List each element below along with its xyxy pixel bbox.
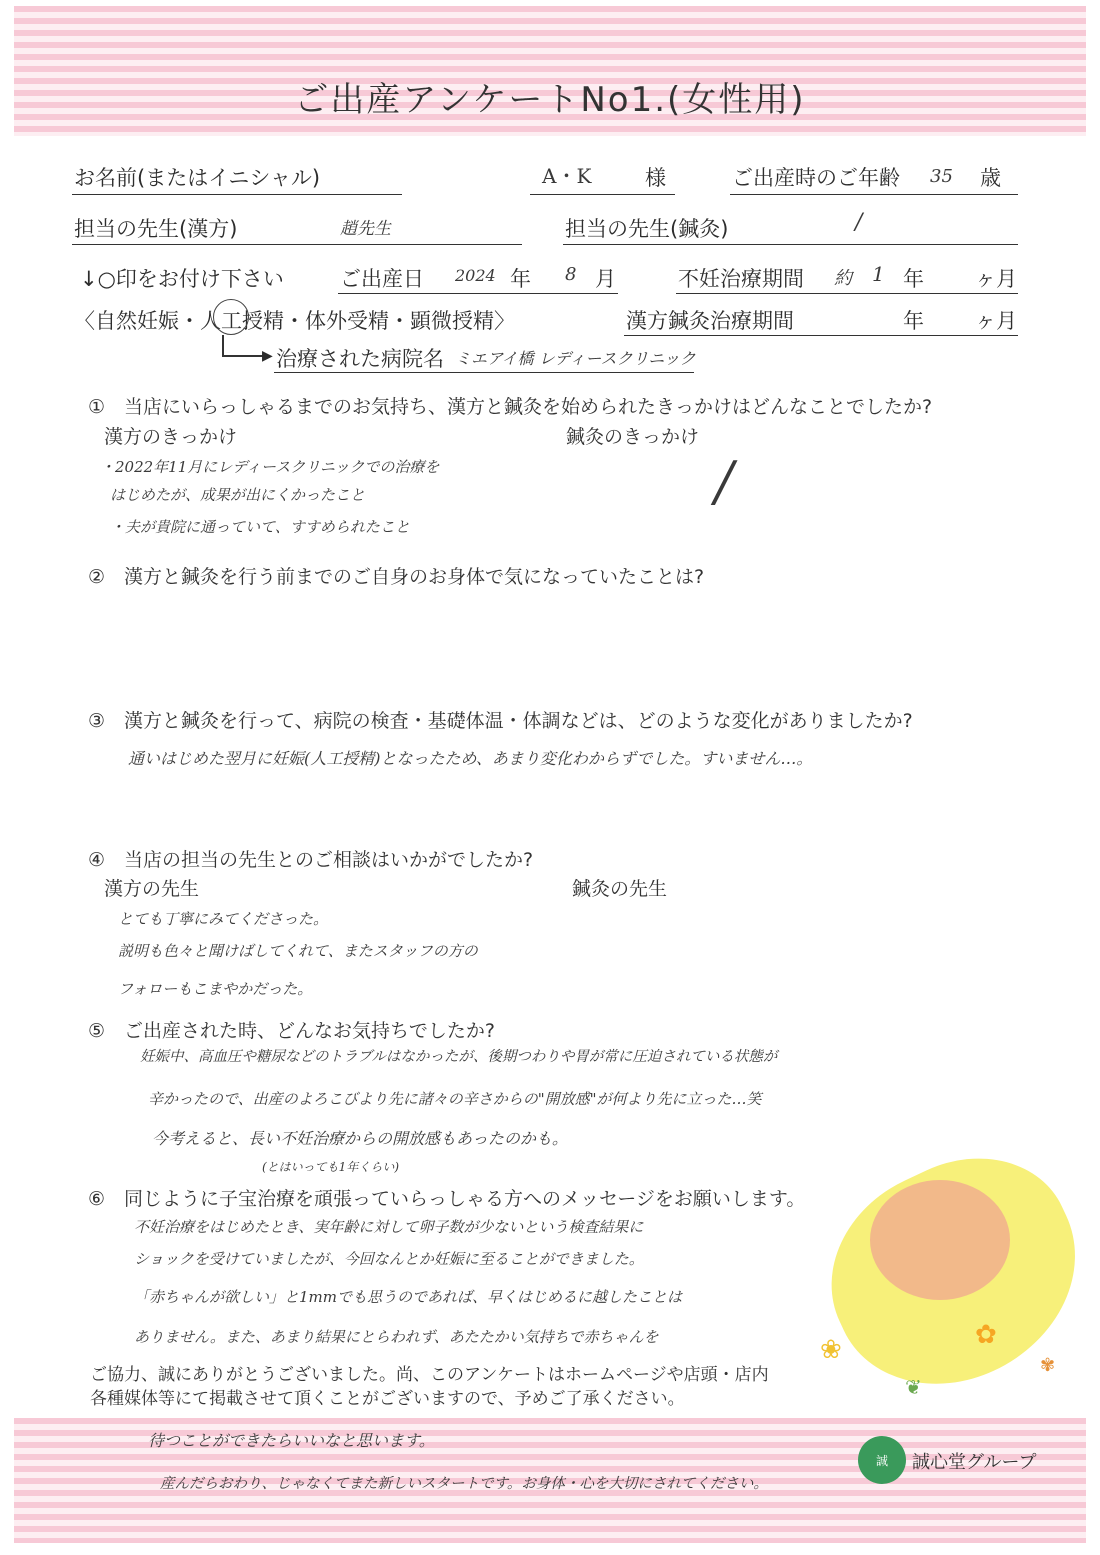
selected-option-circle [213,299,249,335]
birth-year-value: 2024 [455,266,496,285]
flower-icon: ✾ [1040,1355,1056,1376]
closing-line-1: ご協力、誠にありがとうございました。尚、このアンケートはホームページや店頭・店内 [90,1365,769,1385]
q5-answer-1: 妊娠中、高血圧や糖尿などのトラブルはなかったが、後期つわりや胃が常に圧迫されている状態が [140,1049,778,1065]
birth-date-label: ご出産日 [340,267,424,291]
q4-answer-1: とても丁寧にみてくださった。 [118,910,329,928]
acu-teacher-underline [563,244,1018,245]
q1-kampo-answer-2: ・夫が貴院に通っていて、すすめられたこと [110,518,410,536]
flower-icon: ❀ [820,1335,842,1365]
q1-kampo-answer-1a: ・2022年11月にレディースクリニックでの治療を [100,458,440,476]
question-2: ② 漢方と鍼灸を行う前までのご自身のお身体で気になっていたことは? [88,566,705,588]
sama-label: 様 [645,166,666,190]
kampo-teacher-underline [72,244,522,245]
birth-year-unit: 年 [510,267,531,291]
leaf-icon: ❦ [905,1375,922,1399]
birth-date-underline [338,293,618,294]
closing-line-2: 各種媒体等にて掲載させて頂くことがございますので、予めご了承ください。 [90,1389,685,1409]
infertility-label: 不妊治療期間 [678,267,804,291]
acu-teacher-value: / [855,210,863,235]
infertility-month-unit: ヶ月 [975,267,1017,291]
q1-acu-answer: / [715,450,734,513]
flower-icon: ✿ [975,1320,997,1350]
q5-answer-2: 辛かったので、出産のよろこびより先に諸々の辛さからの"開放感"が何より先に立った…笑 [148,1090,762,1108]
name-value-underline [530,194,675,195]
kampo-period-label: 漢方鍼灸治療期間 [626,309,794,333]
age-unit: 歳 [980,166,1001,190]
seishindo-logo-icon: 誠 [858,1436,906,1484]
pregnancy-type-options: 〈自然妊娠・人工授精・体外受精・顕微授精〉 [74,309,515,333]
age-underline [730,194,1018,195]
q6-answer-4: ありません。また、あまり結果にとらわれず、あたたかい気持ちで赤ちゃんを [134,1328,659,1346]
birth-month-unit: 月 [595,267,616,291]
infertility-years-value: 1 [872,262,885,286]
q5-answer-note: (とはいっても1年くらい) [262,1160,399,1174]
hospital-label: 治療された病院名 [276,347,444,371]
kampo-teacher-label: 担当の先生(漢方) [74,217,238,241]
acu-teacher-label: 担当の先生(鍼灸) [565,217,729,241]
circle-instruction: ↓○印をお付け下さい [80,267,284,291]
name-label: お名前(またはイニシャル) [74,166,321,190]
infertility-underline [676,293,1018,294]
q4-answer-2: 説明も色々と聞けばしてくれて、またスタッフの方の [118,942,478,960]
q1-kampo-label: 漢方のきっかけ [104,426,238,448]
q6-answer-6: 産んだらおわり、じゃなくてまた新しいスタートです。お身体・心を大切にされてください。 [160,1476,768,1492]
infertility-approx: 約 [834,268,852,289]
q3-answer: 通いはじめた翌月に妊娠(人工授精)となったため、あまり変化わからずでした。すいません…。 [128,749,813,768]
question-5: ⑤ ご出産された時、どんなお気持ちでしたか? [88,1020,495,1042]
q4-acu-label: 鍼灸の先生 [572,878,668,900]
q5-answer-3: 今考えると、長い不妊治療からの開放感もあったのかも。 [152,1129,568,1148]
question-4: ④ 当店の担当の先生とのご相談はいかがでしたか? [88,849,534,871]
q1-kampo-answer-1b: はじめたが、成果が出にくかったこと [110,486,366,504]
q6-answer-1: 不妊治療をはじめたとき、実年齢に対して卵子数が少ないという検査結果に [134,1218,644,1236]
q6-answer-3: 「赤ちゃんが欲しい」と1mmでも思うのであれば、早くはじめるに越したことは [134,1288,682,1306]
infertility-year-unit: 年 [903,267,924,291]
kampo-period-underline [624,335,1018,336]
logo-text: 誠心堂グループ [912,1452,1037,1473]
hospital-underline [274,372,694,373]
q6-answer-2: ショックを受けていましたが、今回なんとか妊娠に至ることができました。 [134,1250,644,1268]
age-value: 35 [930,166,953,187]
name-value: A・K [542,164,592,188]
q4-answer-3: フォローもこまやかだった。 [118,980,313,998]
q4-kampo-label: 漢方の先生 [104,878,200,900]
birth-month-value: 8 [565,264,577,285]
question-3: ③ 漢方と鍼灸を行って、病院の検査・基礎体温・体調などは、どのような変化がありましたか? [88,710,913,732]
survey-title: ご出産アンケートNo1.(女性用) [294,80,806,120]
q6-answer-5: 待つことができたらいいなと思います。 [148,1431,435,1450]
question-6: ⑥ 同じように子宝治療を頑張っていらっしゃる方へのメッセージをお願いします。 [88,1188,806,1210]
age-label: ご出産時のご年齢 [732,166,900,190]
baby-face-illustration [870,1180,1010,1300]
kampo-period-month-unit: ヶ月 [975,309,1017,333]
hospital-value: ミエアイ橋 レディースクリニック [455,349,696,368]
kampo-period-year-unit: 年 [903,309,924,333]
kampo-teacher-value: 趙先生 [340,219,391,239]
arrow-head-icon: ▶ [262,348,273,364]
name-underline [72,194,402,195]
q1-acu-label: 鍼灸のきっかけ [566,426,700,448]
question-1: ① 当店にいらっしゃるまでのお気持ち、漢方と鍼灸を始められたきっかけはどんなことでしたか? [88,396,933,418]
